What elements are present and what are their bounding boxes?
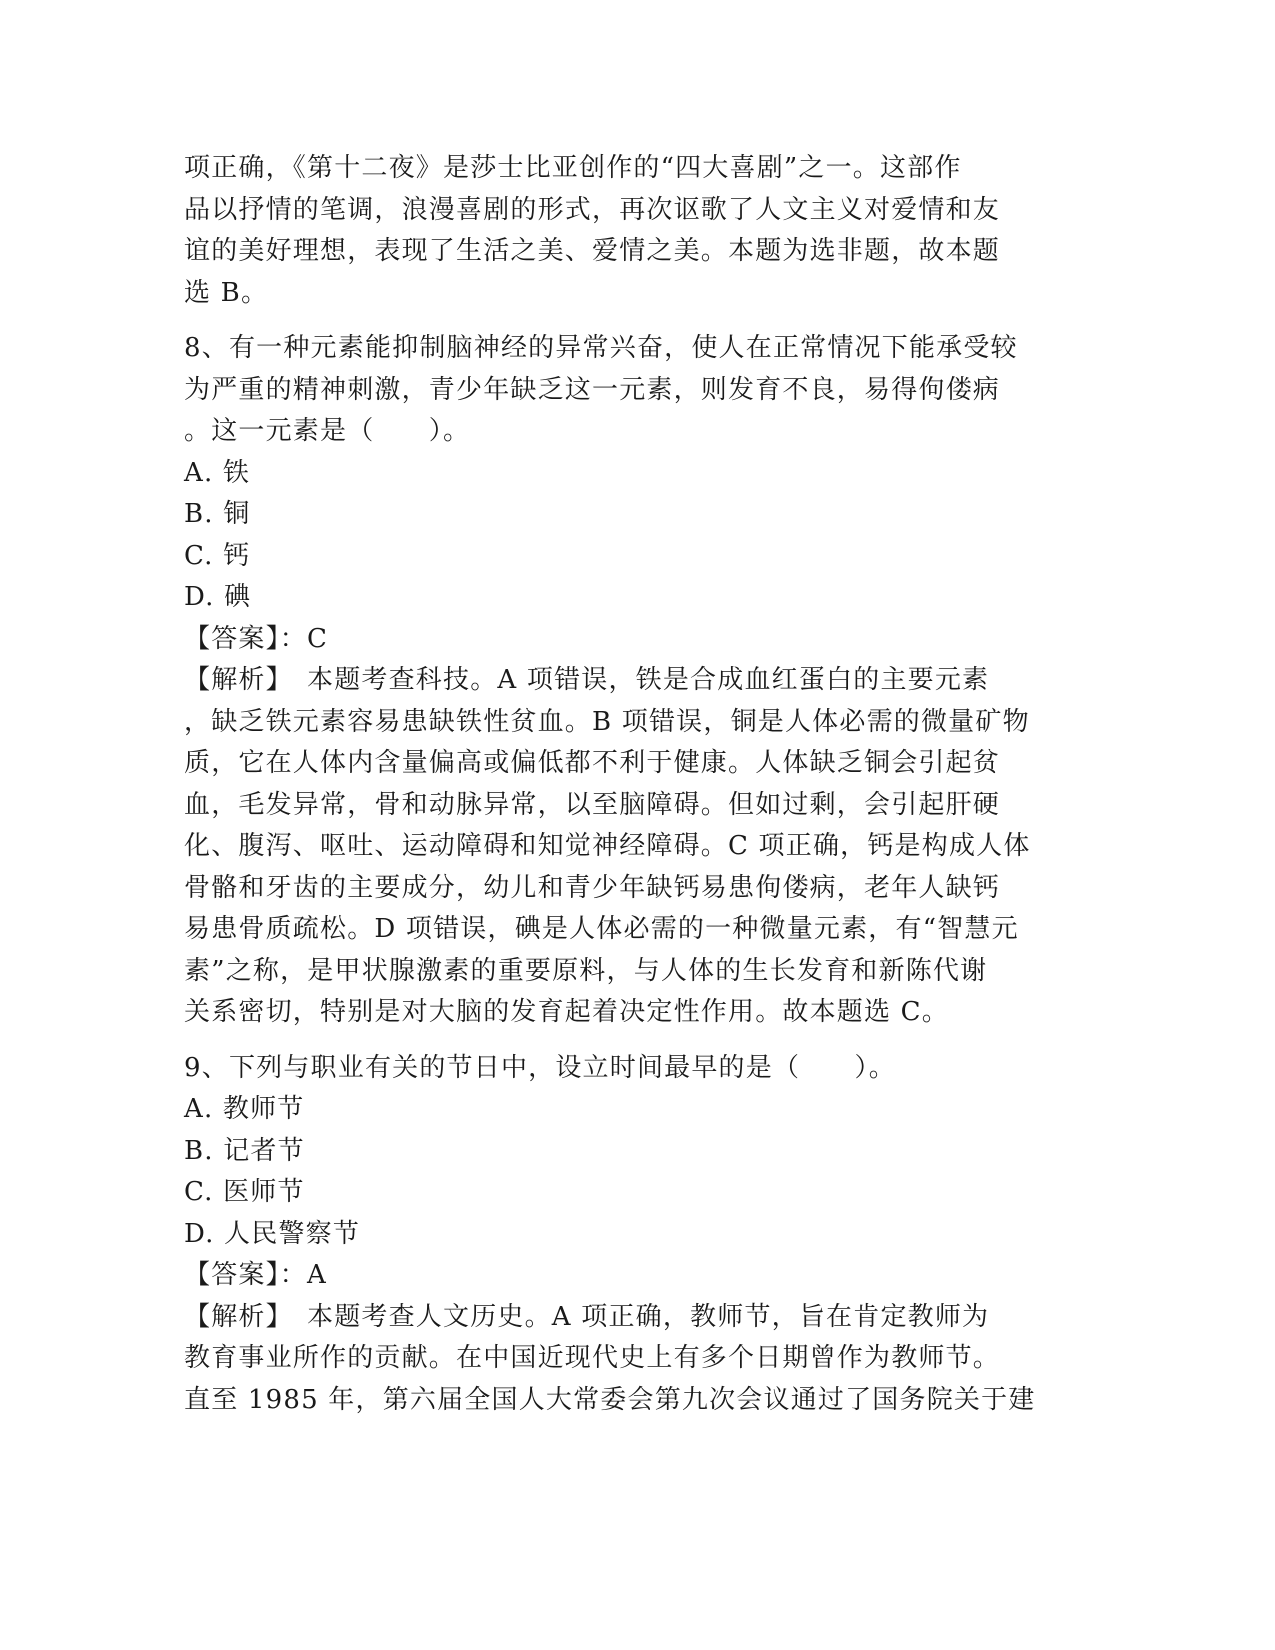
question-stem-line: 8、有一种元素能抑制脑神经的异常兴奋，使人在正常情况下能承受较 (184, 333, 1018, 363)
option-c: C. 医师节 (184, 1177, 305, 1207)
text-line: 谊的美好理想，表现了生活之美、爱情之美。本题为选非题，故本题 (184, 236, 1001, 266)
analysis-line: 易患骨质疏松。D 项错误，碘是人体必需的一种微量元素，有“智慧元 (184, 914, 1019, 944)
answer-line: 【答案】：C (184, 623, 329, 654)
previous-question-explanation (184, 148, 1064, 314)
analysis-line: 【解析】 本题考查科技。A 项错误，铁是合成血红蛋白的主要元素 (184, 665, 990, 695)
analysis-line: 关系密切，特别是对大脑的发育起着决定性作用。故本题选 C。 (184, 997, 949, 1027)
analysis-line: ，缺乏铁元素容易患缺铁性贫血。B 项错误，铜是人体必需的微量矿物 (184, 706, 1030, 737)
analysis-line: 教育事业所作的贡献。在中国近现代史上有多个日期曾作为教师节。 (184, 1343, 1001, 1373)
analysis-line: 【解析】 本题考查人文历史。A 项正确，教师节，旨在肯定教师为 (184, 1301, 990, 1332)
analysis-line: 化、腹泻、呕吐、运动障碍和知觉神经障碍。C 项正确，钙是构成人体 (184, 831, 1031, 861)
analysis-line: 骨骼和牙齿的主要成分，幼儿和青少年缺钙易患佝偻病，老年人缺钙 (184, 872, 1001, 903)
text-line: 项正确，《第十二夜》是莎士比亚创作的“四大喜剧”之一。这部作 (184, 153, 962, 183)
answer-line: 【答案】：A (184, 1260, 327, 1290)
question-stem-line: 。这一元素是（ ）。 (184, 416, 471, 446)
option-b: B. 铜 (184, 499, 251, 529)
question-9 (184, 1048, 1064, 1422)
document-page (184, 148, 1064, 1421)
text-line: 品以抒情的笔调，浪漫喜剧的形式，再次讴歌了人文主义对爱情和友 (184, 194, 1001, 225)
analysis-line: 素”之称，是甲状腺激素的重要原料，与人体的生长发育和新陈代谢 (184, 955, 988, 986)
analysis-line: 直至 1985 年，第六届全国人大常委会第九次会议通过了国务院关于建 (184, 1384, 1036, 1415)
option-a: A. 铁 (184, 457, 251, 488)
question-8 (184, 328, 1064, 1034)
analysis-line: 质，它在人体内含量偏高或偏低都不利于健康。人体缺乏铜会引起贫 (184, 748, 1001, 778)
option-b: B. 记者节 (184, 1135, 305, 1166)
option-a: A. 教师节 (184, 1094, 305, 1124)
option-c: C. 钙 (184, 540, 251, 571)
analysis-line: 血，毛发异常，骨和动脉异常，以至脑障碍。但如过剩，会引起肝硬 (184, 789, 1001, 820)
option-d: D. 碘 (184, 582, 252, 612)
question-stem-line: 为严重的精神刺激，青少年缺乏这一元素，则发育不良，易得佝偻病 (184, 374, 1001, 405)
text-line: 选 B。 (184, 277, 269, 308)
option-d: D. 人民警察节 (184, 1218, 361, 1249)
question-stem-line: 9、下列与职业有关的节日中，设立时间最早的是（ ）。 (184, 1052, 896, 1083)
